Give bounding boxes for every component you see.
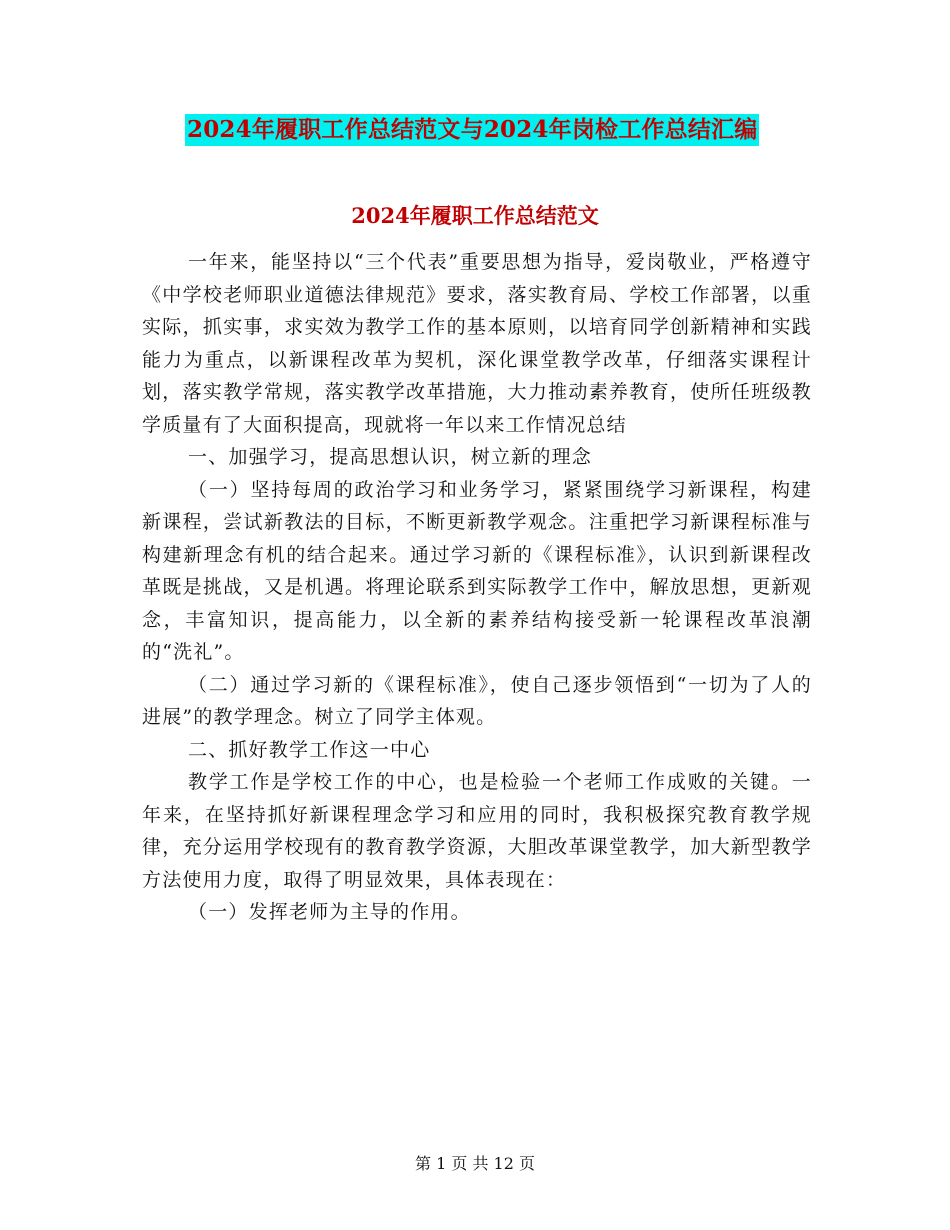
body-text	[142, 246, 812, 929]
page-footer: 第 1 页 共 12 页	[415, 1154, 535, 1173]
paragraph-1-1: （一）坚持每周的政治学习和业务学习，紧紧围绕学习新课程，构建新课程，尝试新教法的目标，不断更新教学观念。注重把学习新课程标准与构建新理念有机的结合起来。通过学习新的《课程标准》，认识到新课程改革既是挑战，又是机遇。将理论联系到实际教学工作中，解放思想，更新观念，丰富知识，提高能力，以全新的素养结构接受新一轮课程改革浪潮的“洗礼”。	[142, 478, 812, 663]
paragraph-2-intro: 教学工作是学校工作的中心，也是检验一个老师工作成败的关键。一年来，在坚持抓好新课程理念学习和应用的同时，我积极探究教育教学规律，充分运用学校现有的教育教学资源，大胆改革课堂教学，加大新型教学方法使用力度，取得了明显效果，具体表现在：	[142, 771, 812, 891]
section-title: 2024年履职工作总结范文	[351, 203, 599, 228]
paragraph-intro: 一年来，能坚持以“三个代表”重要思想为指导，爱岗敬业，严格遵守《中学校老师职业道德法律规范》要求，落实教育局、学校工作部署，以重实际，抓实事，求实效为教学工作的基本原则，以培育同学创新精神和实践能力为重点，以新课程改革为契机，深化课堂教学改革，仔细落实课程计划，落实教学常规，落实教学改革措施，大力推动素养教育，使所任班级教学质量有了大面积提高，现就将一年以来工作情况总结	[142, 251, 812, 436]
document-main-title: 2024年履职工作总结范文与2024年岗检工作总结汇编	[185, 114, 759, 146]
heading-section-2: 二、抓好教学工作这一中心	[188, 738, 431, 761]
heading-section-1: 一、加强学习，提高思想认识，树立新的理念	[188, 446, 593, 468]
paragraph-2-1: （一）发挥老师为主导的作用。	[188, 901, 471, 923]
paragraph-1-2: （二）通过学习新的《课程标准》，使自己逐步领悟到“一切为了人的进展”的教学理念。树立了同学主体观。	[142, 673, 812, 728]
